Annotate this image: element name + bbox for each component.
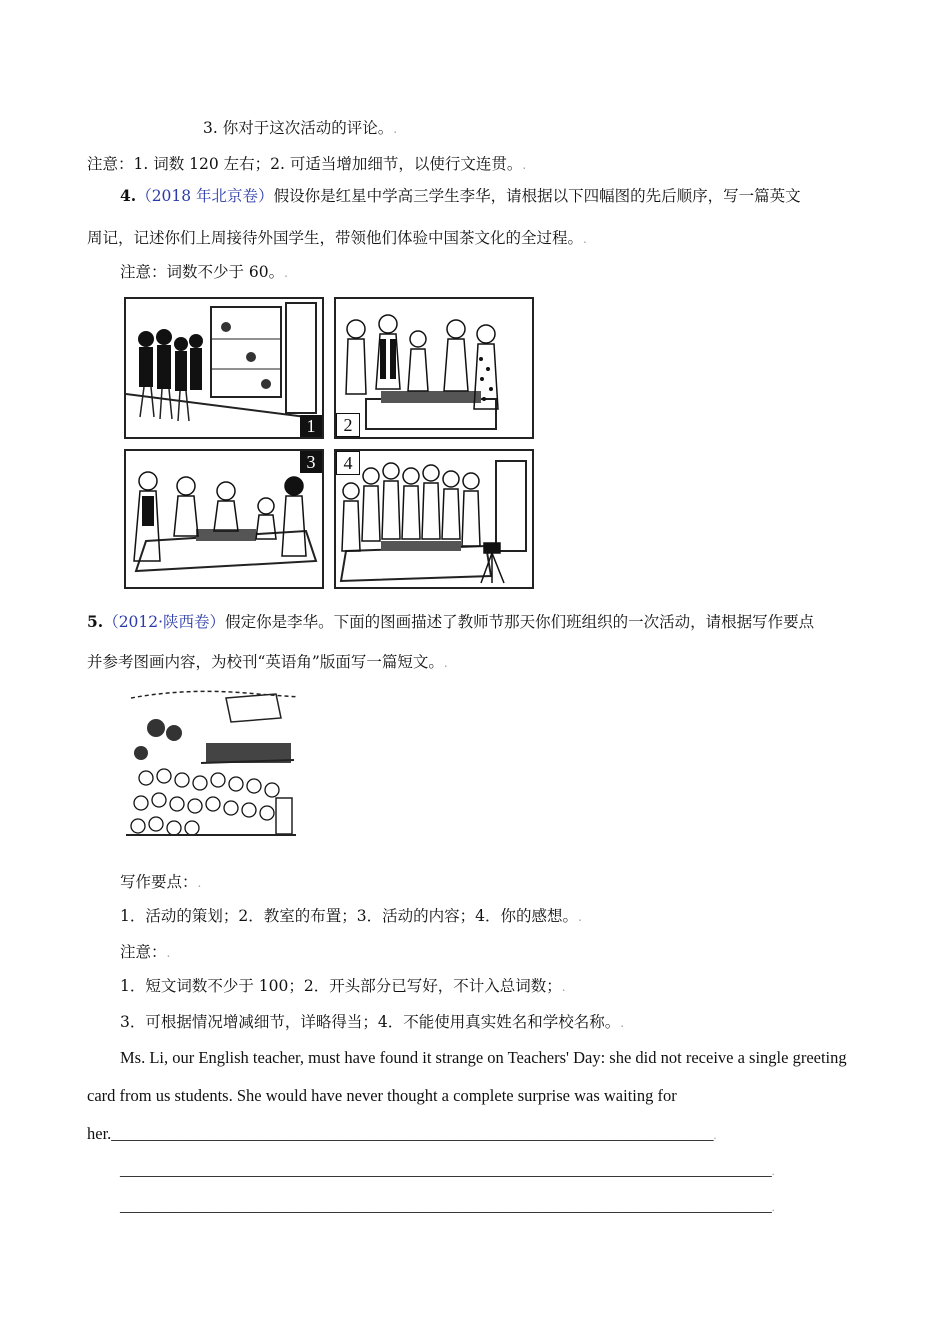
question-source: （2012·陕西卷） xyxy=(103,613,226,631)
essay-line-3: her._________________________________________________________________________. xyxy=(87,1124,717,1143)
panel-number-1: 1 xyxy=(300,415,322,437)
illustration-panel-4 xyxy=(334,449,534,589)
panel-number-3: 3 xyxy=(300,451,322,473)
classroom-party-image xyxy=(126,688,296,836)
illustration-panel-1 xyxy=(124,297,324,439)
list-item-3: 3. 你对于这次活动的评论。. xyxy=(203,119,398,137)
points-title: 写作要点：. xyxy=(120,873,202,891)
panel-number-4: 4 xyxy=(336,451,360,475)
note-item-2: 3．可根据情况增减细节，详略得当；4．不能使用真实姓名和学校名称。. xyxy=(120,1013,625,1031)
question-source: （2018 年北京卷） xyxy=(136,187,274,205)
note-line: 注意：1. 词数 120 左右；2. 可适当增加细节，以使行文连贯。. xyxy=(87,155,527,173)
answer-blank-line[interactable]: _______________________________________________________________________________. xyxy=(120,1160,775,1179)
question-5-line-1: 5.（2012·陕西卷）假定你是李华。下面的图画描述了教师节那天你们班组织的一次活动，请根据写作要点 xyxy=(87,612,815,631)
panel-number-2: 2 xyxy=(336,413,360,437)
question-5-line-2: 并参考图画内容，为校刊“英语角”版面写一篇短文。. xyxy=(87,653,448,671)
note-title: 注意：. xyxy=(120,943,171,961)
illustration-panel-3 xyxy=(124,449,324,589)
question-4-note: 注意：词数不少于 60。. xyxy=(120,263,288,281)
essay-line-2: card from us students. She would have never thought a complete surprise was waiting for xyxy=(87,1086,677,1105)
group-photo-scene-image xyxy=(336,451,532,587)
question-number: 4. xyxy=(120,186,137,205)
illustration-panel-2 xyxy=(334,297,534,439)
answer-blank-line[interactable]: _______________________________________________________________________________. xyxy=(120,1196,775,1215)
classroom-illustration xyxy=(126,688,296,836)
note-item-1: 1．短文词数不少于 100；2．开头部分已写好，不计入总词数；. xyxy=(120,977,566,995)
question-4-line-2: 周记，记述你们上周接待外国学生，带领他们体验中国茶文化的全过程。. xyxy=(87,229,587,247)
essay-line-1: Ms. Li, our English teacher, must have found it strange on Teachers' Day: she did not receive a single greeting xyxy=(120,1048,847,1067)
museum-scene-image xyxy=(126,299,322,437)
points-list: 1．活动的策划；2．教室的布置；3．活动的内容；4．你的感想。. xyxy=(120,907,582,925)
question-4-line-1: 4.（2018 年北京卷）假设你是红星中学高三学生李华，请根据以下四幅图的先后顺序，写一篇英文 xyxy=(120,186,801,205)
answer-blank-line[interactable]: _________________________________________________________________________ xyxy=(111,1124,714,1143)
tea-practice-scene-image xyxy=(126,451,322,587)
tea-demo-scene-image xyxy=(336,299,532,437)
question-number: 5. xyxy=(87,612,104,631)
